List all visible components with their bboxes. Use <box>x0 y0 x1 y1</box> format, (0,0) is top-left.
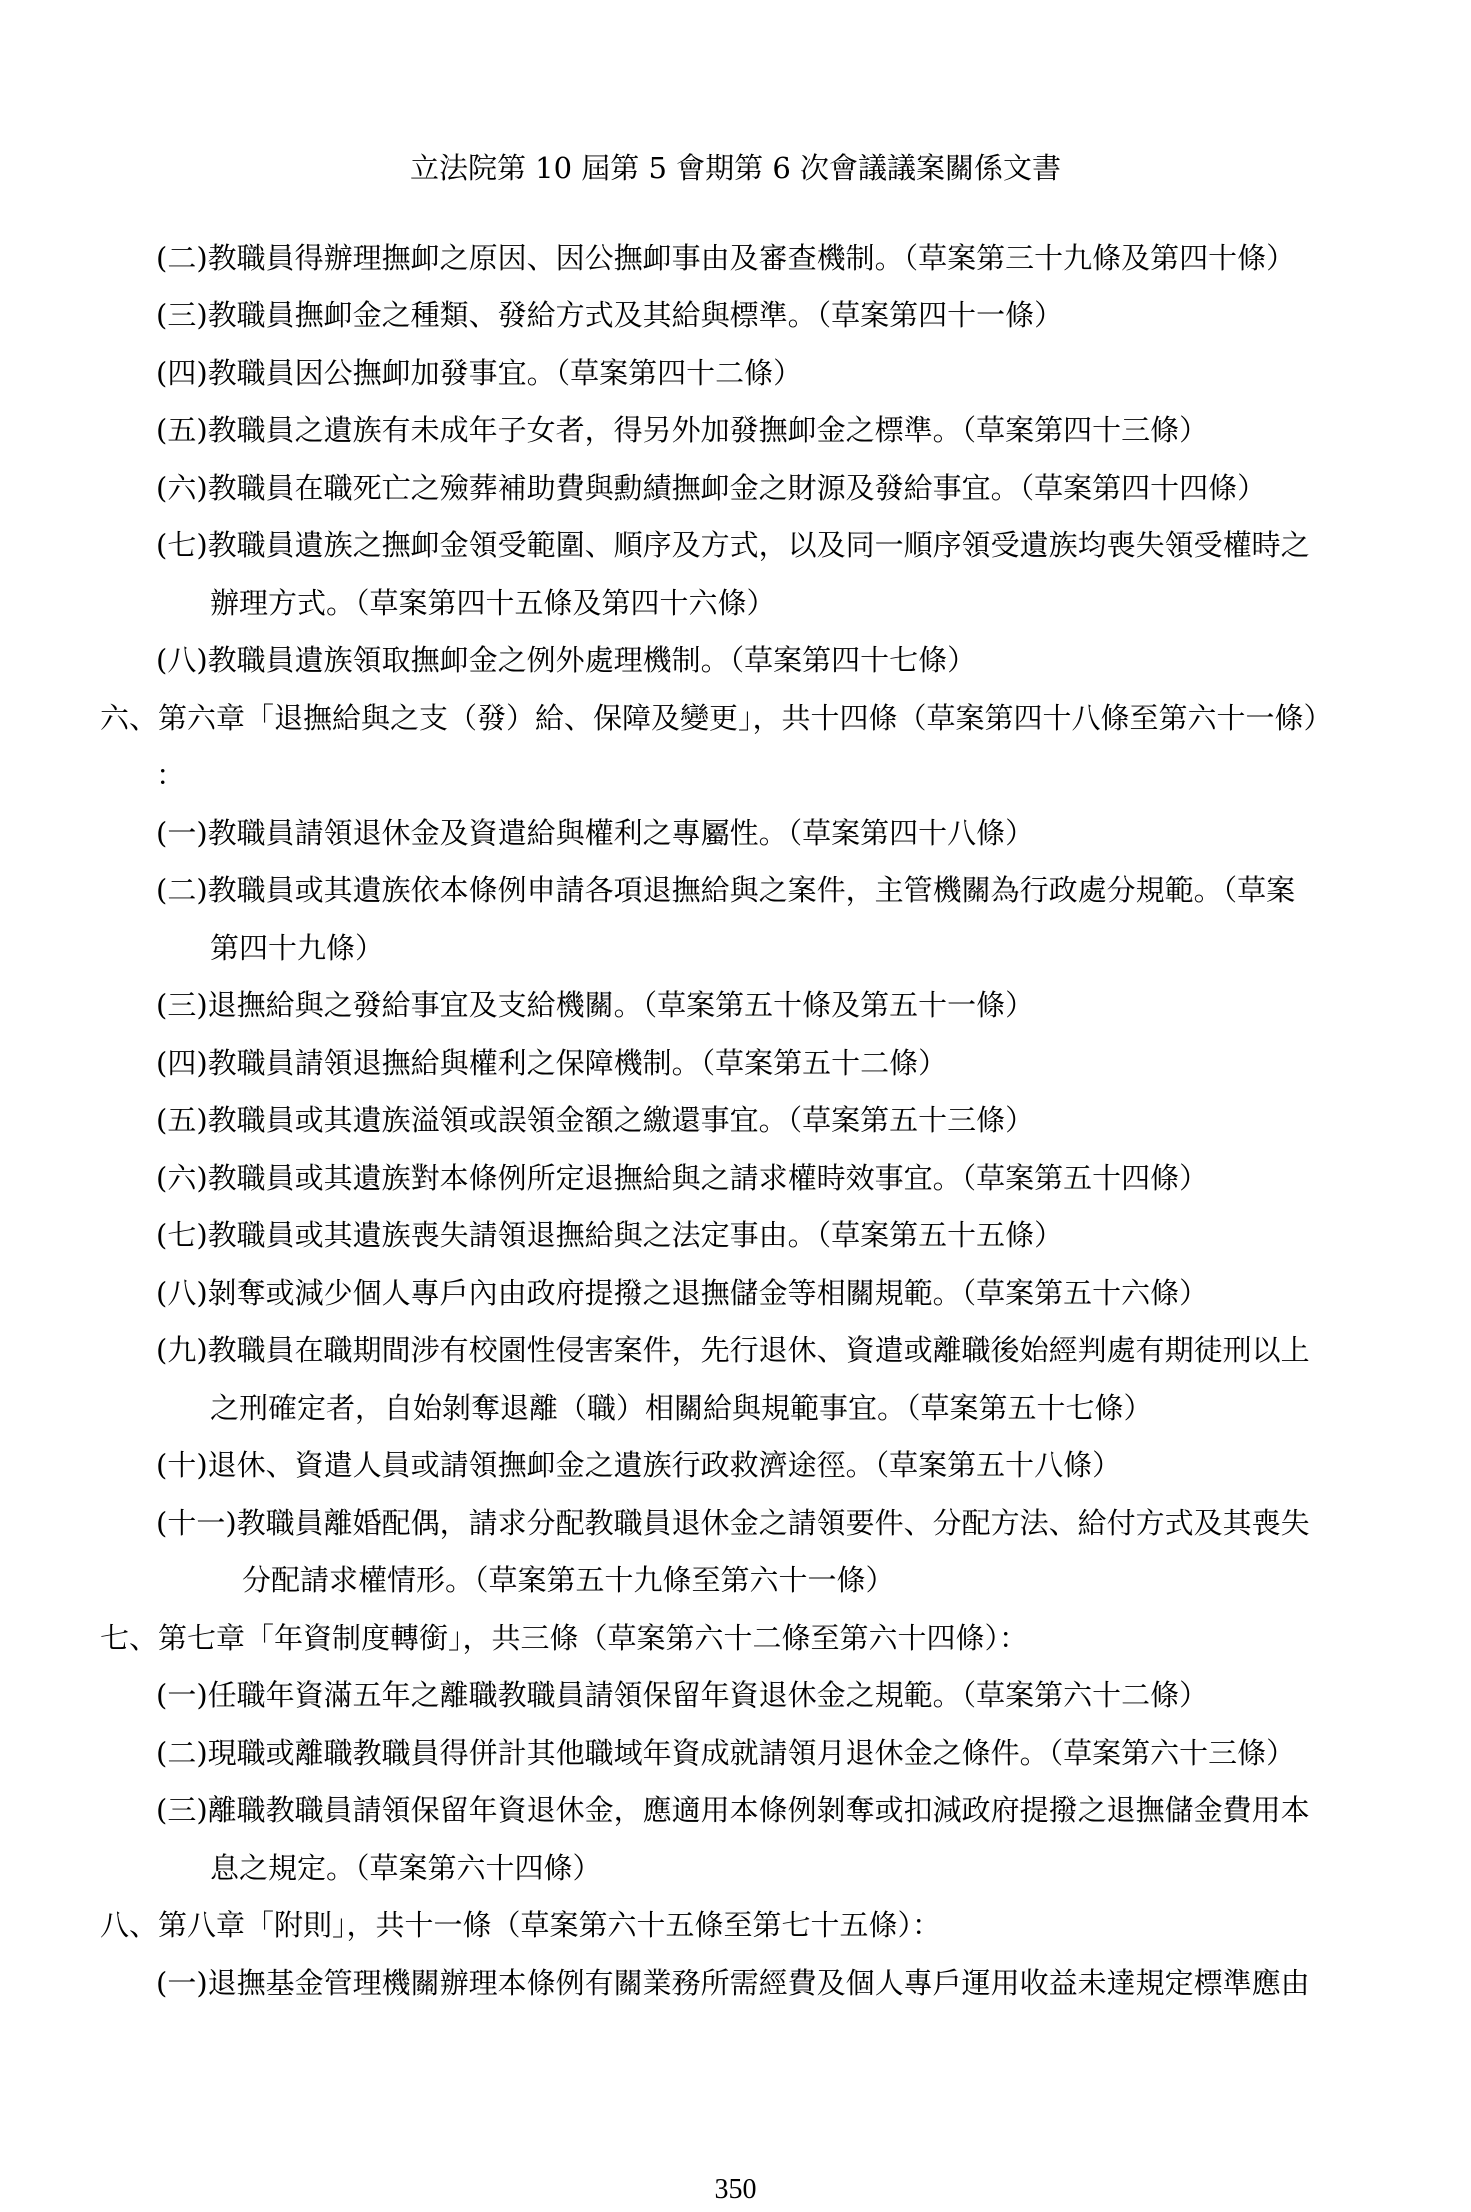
list-item: (五)教職員或其遺族溢領或誤領金額之繳還事宜。（草案第五十三條） <box>156 1103 1035 1137</box>
chapter-heading-continuation: ： <box>156 758 186 792</box>
list-item: (六)教職員或其遺族對本條例所定退撫給與之請求權時效事宜。（草案第五十四條） <box>156 1161 1209 1195</box>
list-item: (二)現職或離職教職員得併計其他職域年資成就請領月退休金之條件。（草案第六十三條） <box>156 1736 1296 1770</box>
list-item: (五)教職員之遺族有未成年子女者，得另外加發撫卹金之標準。（草案第四十三條） <box>156 413 1209 447</box>
list-item-continuation: 辦理方式。（草案第四十五條及第四十六條） <box>210 586 776 620</box>
list-item: (一)教職員請領退休金及資遣給與權利之專屬性。（草案第四十八條） <box>156 816 1035 850</box>
chapter-heading: 六、第六章「退撫給與之支（發）給、保障及變更」，共十四條（草案第四十八條至第六十一條） <box>100 701 1333 735</box>
list-item: (二)教職員或其遺族依本條例申請各項退撫給與之案件，主管機關為行政處分規範。（草案 <box>156 873 1296 907</box>
list-item: (八)剝奪或減少個人專戶內由政府提撥之退撫儲金等相關規範。（草案第五十六條） <box>156 1276 1209 1310</box>
list-item: (十一)教職員離婚配偶，請求分配教職員退休金之請領要件、分配方法、給付方式及其喪失 <box>156 1506 1310 1540</box>
list-item: (一)退撫基金管理機關辦理本條例有關業務所需經費及個人專戶運用收益未達規定標準應由 <box>156 1966 1310 2000</box>
list-item: (七)教職員或其遺族喪失請領退撫給與之法定事由。（草案第五十五條） <box>156 1218 1064 1252</box>
list-item: (三)離職教職員請領保留年資退休金，應適用本條例剝奪或扣減政府提撥之退撫儲金費用本 <box>156 1793 1310 1827</box>
list-item: (三)教職員撫卹金之種類、發給方式及其給與標準。（草案第四十一條） <box>156 298 1064 332</box>
list-item: (十)退休、資遣人員或請領撫卹金之遺族行政救濟途徑。（草案第五十八條） <box>156 1448 1122 1482</box>
list-item: (八)教職員遺族領取撫卹金之例外處理機制。（草案第四十七條） <box>156 643 977 677</box>
page-header: 立法院第 10 屆第 5 會期第 6 次會議議案關係文書 <box>409 151 1062 185</box>
list-item: (二)教職員得辦理撫卹之原因、因公撫卹事由及審查機制。（草案第三十九條及第四十條） <box>156 241 1296 275</box>
chapter-heading: 八、第八章「附則」，共十一條（草案第六十五條至第七十五條）： <box>100 1908 942 1942</box>
list-item-continuation: 息之規定。（草案第六十四條） <box>210 1851 602 1885</box>
list-item: (一)任職年資滿五年之離職教職員請領保留年資退休金之規範。（草案第六十二條） <box>156 1678 1209 1712</box>
list-item: (三)退撫給與之發給事宜及支給機關。（草案第五十條及第五十一條） <box>156 988 1035 1022</box>
list-item: (四)教職員因公撫卹加發事宜。（草案第四十二條） <box>156 356 803 390</box>
chapter-heading: 七、第七章「年資制度轉銜」，共三條（草案第六十二條至第六十四條）： <box>100 1621 1029 1655</box>
list-item: (六)教職員在職死亡之殮葬補助費與勳績撫卹金之財源及發給事宜。（草案第四十四條） <box>156 471 1267 505</box>
list-item: (四)教職員請領退撫給與權利之保障機制。（草案第五十二條） <box>156 1046 948 1080</box>
list-item: (九)教職員在職期間涉有校園性侵害案件，先行退休、資遣或離職後始經判處有期徒刑以上 <box>156 1333 1310 1367</box>
page-number: 350 <box>714 2174 757 2205</box>
list-item-continuation: 分配請求權情形。（草案第五十九條至第六十一條） <box>242 1563 895 1597</box>
list-item: (七)教職員遺族之撫卹金領受範圍、順序及方式，以及同一順序領受遺族均喪失領受權時之 <box>156 528 1310 562</box>
list-item-continuation: 之刑確定者，自始剝奪退離（職）相關給與規範事宜。（草案第五十七條） <box>210 1391 1153 1425</box>
list-item-continuation: 第四十九條） <box>210 931 385 965</box>
